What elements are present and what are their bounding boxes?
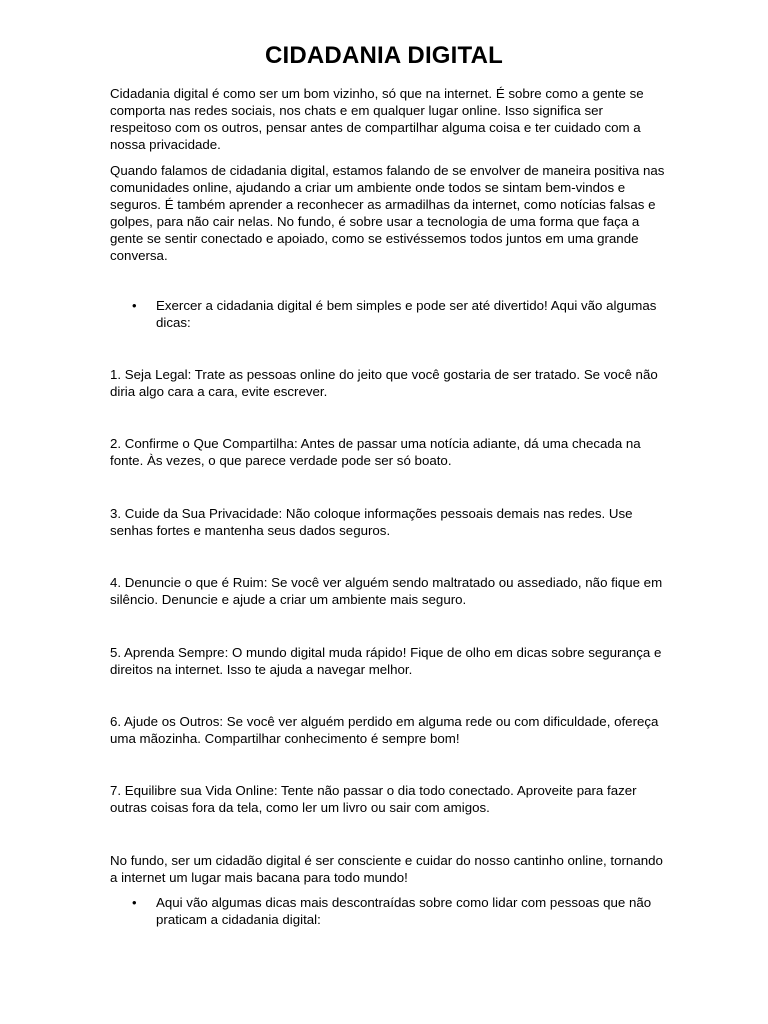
- bullet-text: Exercer a cidadania digital é bem simples e pode ser até divertido! Aqui vão algumas dicas:: [156, 298, 657, 330]
- tip-7: 7. Equilibre sua Vida Online: Tente não passar o dia todo conectado. Aproveite para fazer outras coisas fora da tela, como ler um livro ou sair com amigos.: [110, 783, 637, 815]
- conclusion-paragraph: No fundo, ser um cidadão digital é ser consciente e cuidar do nosso cantinho online, tornando a internet um lugar mais bacana para todo mundo!: [110, 853, 663, 885]
- tip-3: 3. Cuide da Sua Privacidade: Não coloque informações pessoais demais nas redes. Use senhas fortes e mantenha seus dados seguros.: [110, 506, 633, 538]
- bullet-icon: •: [132, 298, 137, 313]
- intro-paragraph-2: Quando falamos de cidadania digital, estamos falando de se envolver de maneira positiva nas comunidades online, ajudando a criar um ambiente onde todos se sintam bem-vindos e seguros. É também aprender a reconhecer as armadilhas da internet, como notícias falsas e golpes, para não cair nelas. No fundo, é sobre usar a tecnologia de uma forma que faça a gente se sentir conectado e apoiado, como se estivéssemos todos juntos em uma grande conversa.: [110, 163, 665, 263]
- tip-5: 5. Aprenda Sempre: O mundo digital muda rápido! Fique de olho em dicas sobre segurança e direitos na internet. Isso te ajuda a navegar melhor.: [110, 645, 662, 677]
- tip-4: 4. Denuncie o que é Ruim: Se você ver alguém sendo maltratado ou assediado, não fique em silêncio. Denuncie e ajude a criar um ambiente mais seguro.: [110, 575, 663, 607]
- bullet-icon: •: [132, 895, 137, 910]
- tip-6: 6. Ajude os Outros: Se você ver alguém perdido em alguma rede ou com dificuldade, ofereça uma mãozinha. Compartilhar conhecimento é sempre bom!: [110, 714, 659, 746]
- bullet-text: Aqui vão algumas dicas mais descontraídas sobre como lidar com pessoas que não praticam a cidadania digital:: [156, 895, 652, 927]
- tip-1: 1. Seja Legal: Trate as pessoas online do jeito que você gostaria de ser tratado. Se você não diria algo cara a cara, evite escrever.: [110, 367, 658, 399]
- document-title: CIDADANIA DIGITAL: [264, 42, 504, 69]
- tip-2: 2. Confirme o Que Compartilha: Antes de passar uma notícia adiante, dá uma checada na fonte. Às vezes, o que parece verdade pode ser só boato.: [110, 436, 641, 468]
- intro-paragraph-1: Cidadania digital é como ser um bom vizinho, só que na internet. É sobre como a gente se comporta nas redes sociais, nos chats e em qualquer lugar online. Isso significa ser respeitoso com os outros, pensar antes de compartilhar alguma coisa e ter cuidado com a nossa privacidade.: [110, 86, 644, 152]
